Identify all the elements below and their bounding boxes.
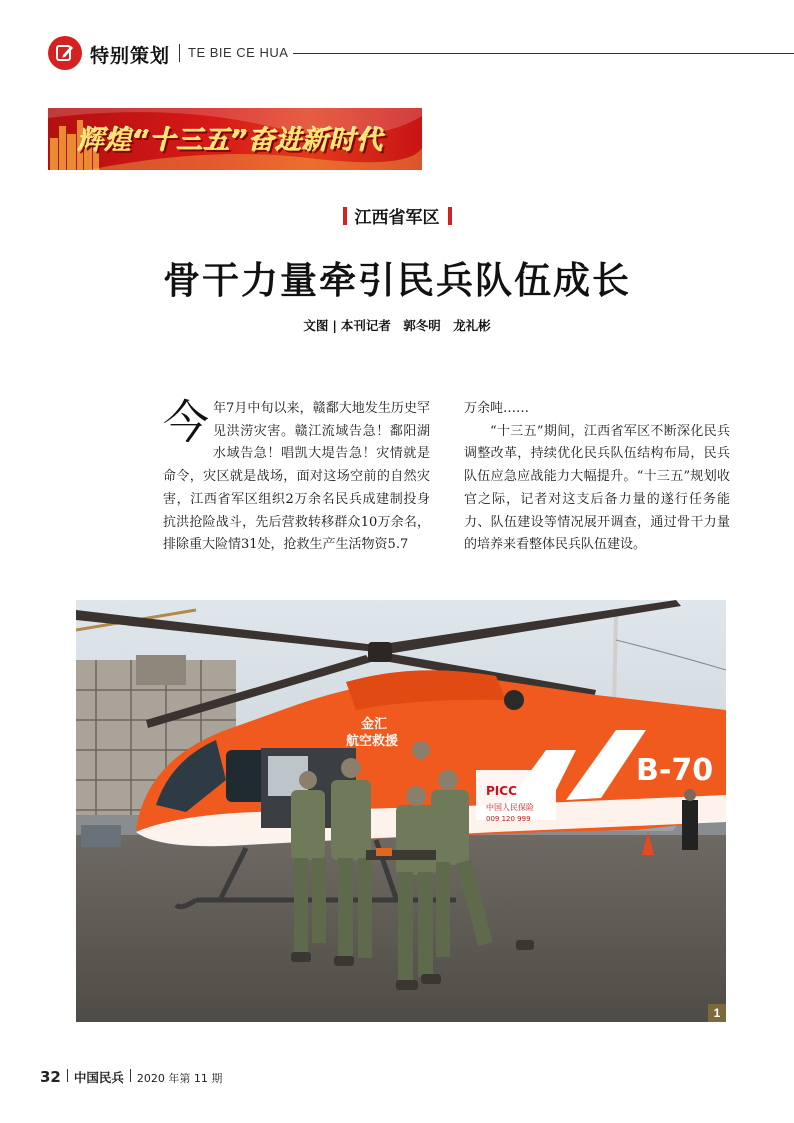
byline: 文图 | 本刊记者 郭冬明 龙礼彬	[303, 318, 491, 333]
dropcap: 今	[163, 395, 209, 449]
body-column-right	[464, 398, 730, 557]
heli-company: 中国人民保险	[486, 803, 534, 812]
footer-divider-2	[130, 1069, 131, 1082]
column-title: 特别策划	[90, 45, 171, 67]
header-divider	[179, 44, 180, 62]
section-bar-right	[448, 207, 452, 225]
heli-text-2: 航空救援	[346, 734, 399, 749]
page-footer	[40, 1068, 222, 1086]
page-header	[48, 34, 794, 74]
byline-author-2: 龙礼彬	[453, 318, 491, 333]
photo-number: 1	[708, 1004, 726, 1022]
section-bar-left	[343, 207, 347, 225]
article-headline: 骨干力量牵引民兵队伍成长	[163, 259, 631, 302]
paragraph-1-part-2: 万余吨……	[464, 401, 530, 416]
helicopter-rescue-photo	[76, 600, 726, 1022]
byline-role: 本刊记者	[340, 318, 391, 333]
section-label-wrap	[0, 203, 794, 229]
section-label: 江西省军区	[354, 208, 440, 228]
banner-slogan: 辉煌“十三五”奋进新时代	[78, 126, 384, 156]
byline-author-1: 郭冬明	[403, 318, 441, 333]
theme-banner	[48, 108, 422, 170]
paragraph-2: “十三五”期间，江西省军区不断深化民兵调整改革，持续优化民兵队伍结构布局，民兵队伍应急应战能力大幅提升。“十三五”规划收官之际，记者对这支后备力量的遂行任务能力、队伍建设等情况展开调查，通过骨干力量的培养来看整体民兵队伍建设。	[464, 423, 730, 553]
page-number: 32	[40, 1068, 61, 1086]
body-column-left	[163, 395, 430, 557]
heli-text-1: 金汇	[361, 717, 388, 732]
heli-logo: PICC	[486, 784, 517, 798]
heli-phone: 009 120 999	[486, 815, 531, 823]
heli-registration: B-70	[636, 753, 714, 788]
byline-prefix: 文图	[303, 318, 329, 333]
paragraph-1-part-1: 年7月中旬以来，赣鄱大地发生历史罕见洪涝灾害。赣江流域告急！鄱阳湖水域告急！唱凯大堤告急！灾情就是命令，灾区就是战场，面对这场空前的自然灾害，江西省军区组织2万余名民兵成建制投身抗洪抢险战斗，先后营救转移群众10万余名，排除重大险情31处，抢救生产生活物资5.7	[163, 401, 430, 553]
footer-divider-1	[67, 1069, 68, 1082]
column-pinyin: TE BIE CE HUA	[188, 45, 289, 60]
magazine-name: 中国民兵	[73, 1070, 124, 1085]
issue-label: 2020 年第 11 期	[136, 1072, 223, 1085]
header-rule	[293, 53, 794, 54]
article-photo	[76, 600, 726, 1022]
pen-edit-icon	[48, 36, 82, 70]
